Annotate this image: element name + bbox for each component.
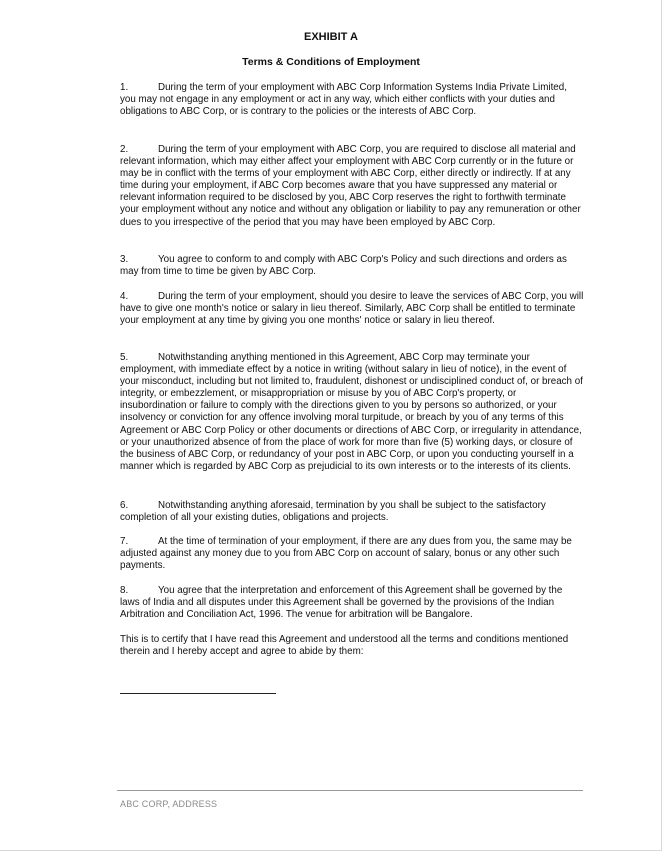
clause-3 [120,254,584,278]
clause-2 [120,144,584,229]
clause-1 [120,82,584,118]
clause-number: 5. [120,352,129,363]
clause-number: 6. [120,500,129,511]
clause-text: During the term of your employment with ABC Corp, you are required to disclose all material and relevant information, which may either affect your employment with ABC Corp currently or in the future or may be in conflict with the terms of your employment with ABC Corp, either directly or indirectly. If at any time during your employment, if ABC Corp becomes aware that you have suppressed any material or relevant information required to be disclosed by you, ABC Corp reserves the right to forthwith terminate your employment without any notice and without any obligation or liability to pay any remuneration or other dues to you irrespective of the period that you may have been employed by ABC Corp. [120,144,581,228]
clause-text: During the term of your employment with ABC Corp Information Systems India Private Limited, you may not engage in any employment or act in any way, which either conflicts with your duties and obligations to ABC Corp, or is contrary to the policies or the interests of ABC Corp. [120,82,567,118]
clause-number: 7. [120,536,129,547]
clause-8 [120,585,584,621]
exhibit-heading: EXHIBIT A [304,31,358,43]
document-title: Terms & Conditions of Employment [242,56,420,68]
clause-number: 2. [120,144,129,155]
clause-text: Notwithstanding anything aforesaid, termination by you shall be subject to the satisfactory completion of all your existing duties, obligations and projects. [120,500,546,524]
clause-text: At the time of termination of your employment, if there are any dues from you, the same may be adjusted against any money due to you from ABC Corp on account of salary, bonus or any other such payments. [120,536,572,572]
clause-number: 4. [120,291,129,302]
clause-4 [120,291,584,327]
clause-6 [120,500,584,524]
clause-text: You agree that the interpretation and enforcement of this Agreement shall be governed by the laws of India and all disputes under this Agreement shall be governed by the provisions of the Indian Arbitration and Conciliation Act, 1996. The venue for arbitration will be Bangalore. [120,585,563,621]
clause-text: Notwithstanding anything mentioned in this Agreement, ABC Corp may terminate your employment, with immediate effect by a notice in writing (without salary in lieu of notice), in the event of your misconduct, including but not limited to, fraudulent, dishonest or undisciplined conduct of, or breach of integrity, or embezzlement, or misappropriation or misuse by you of ABC Corp's property, or insubordination or failure to comply with the directions given to you by persons so authorized, or your insolvency or conviction for any offence involving moral turpitude, or breach by you of any terms of this Agreement or ABC Corp Policy or other documents or directions of ABC Corp, or irregularity in attendance, or your unauthorized absence of from the place of work for more than five (5) working days, or closure of the business of ABC Corp, or redundancy of your post in ABC Corp, or upon you conducting yourself in a manner which is regarded by ABC Corp as prejudicial to its own interests or to the interests of its clients. [120,352,583,472]
clause-7 [120,536,584,572]
footer-divider [117,790,583,791]
signature-line [120,693,276,694]
certification-statement: This is to certify that I have read this Agreement and understood all the terms and conditions mentioned therein and I hereby accept and agree to abide by them: [120,634,569,658]
clause-text: During the term of your employment, should you desire to leave the services of ABC Corp, you will have to give one month's notice or salary in lieu thereof. Similarly, ABC Corp shall be entitled to terminate your employment at any time by giving you one months' notice or salary in lieu thereof. [120,291,584,327]
clause-number: 3. [120,254,129,265]
footer-company-address: ABC CORP, ADDRESS [120,799,218,809]
clause-number: 8. [120,585,129,596]
clause-number: 1. [120,82,129,93]
clause-text: You agree to conform to and comply with ABC Corp's Policy and such directions and orders as may from time to time be given by ABC Corp. [120,254,567,278]
clause-5 [120,352,584,473]
